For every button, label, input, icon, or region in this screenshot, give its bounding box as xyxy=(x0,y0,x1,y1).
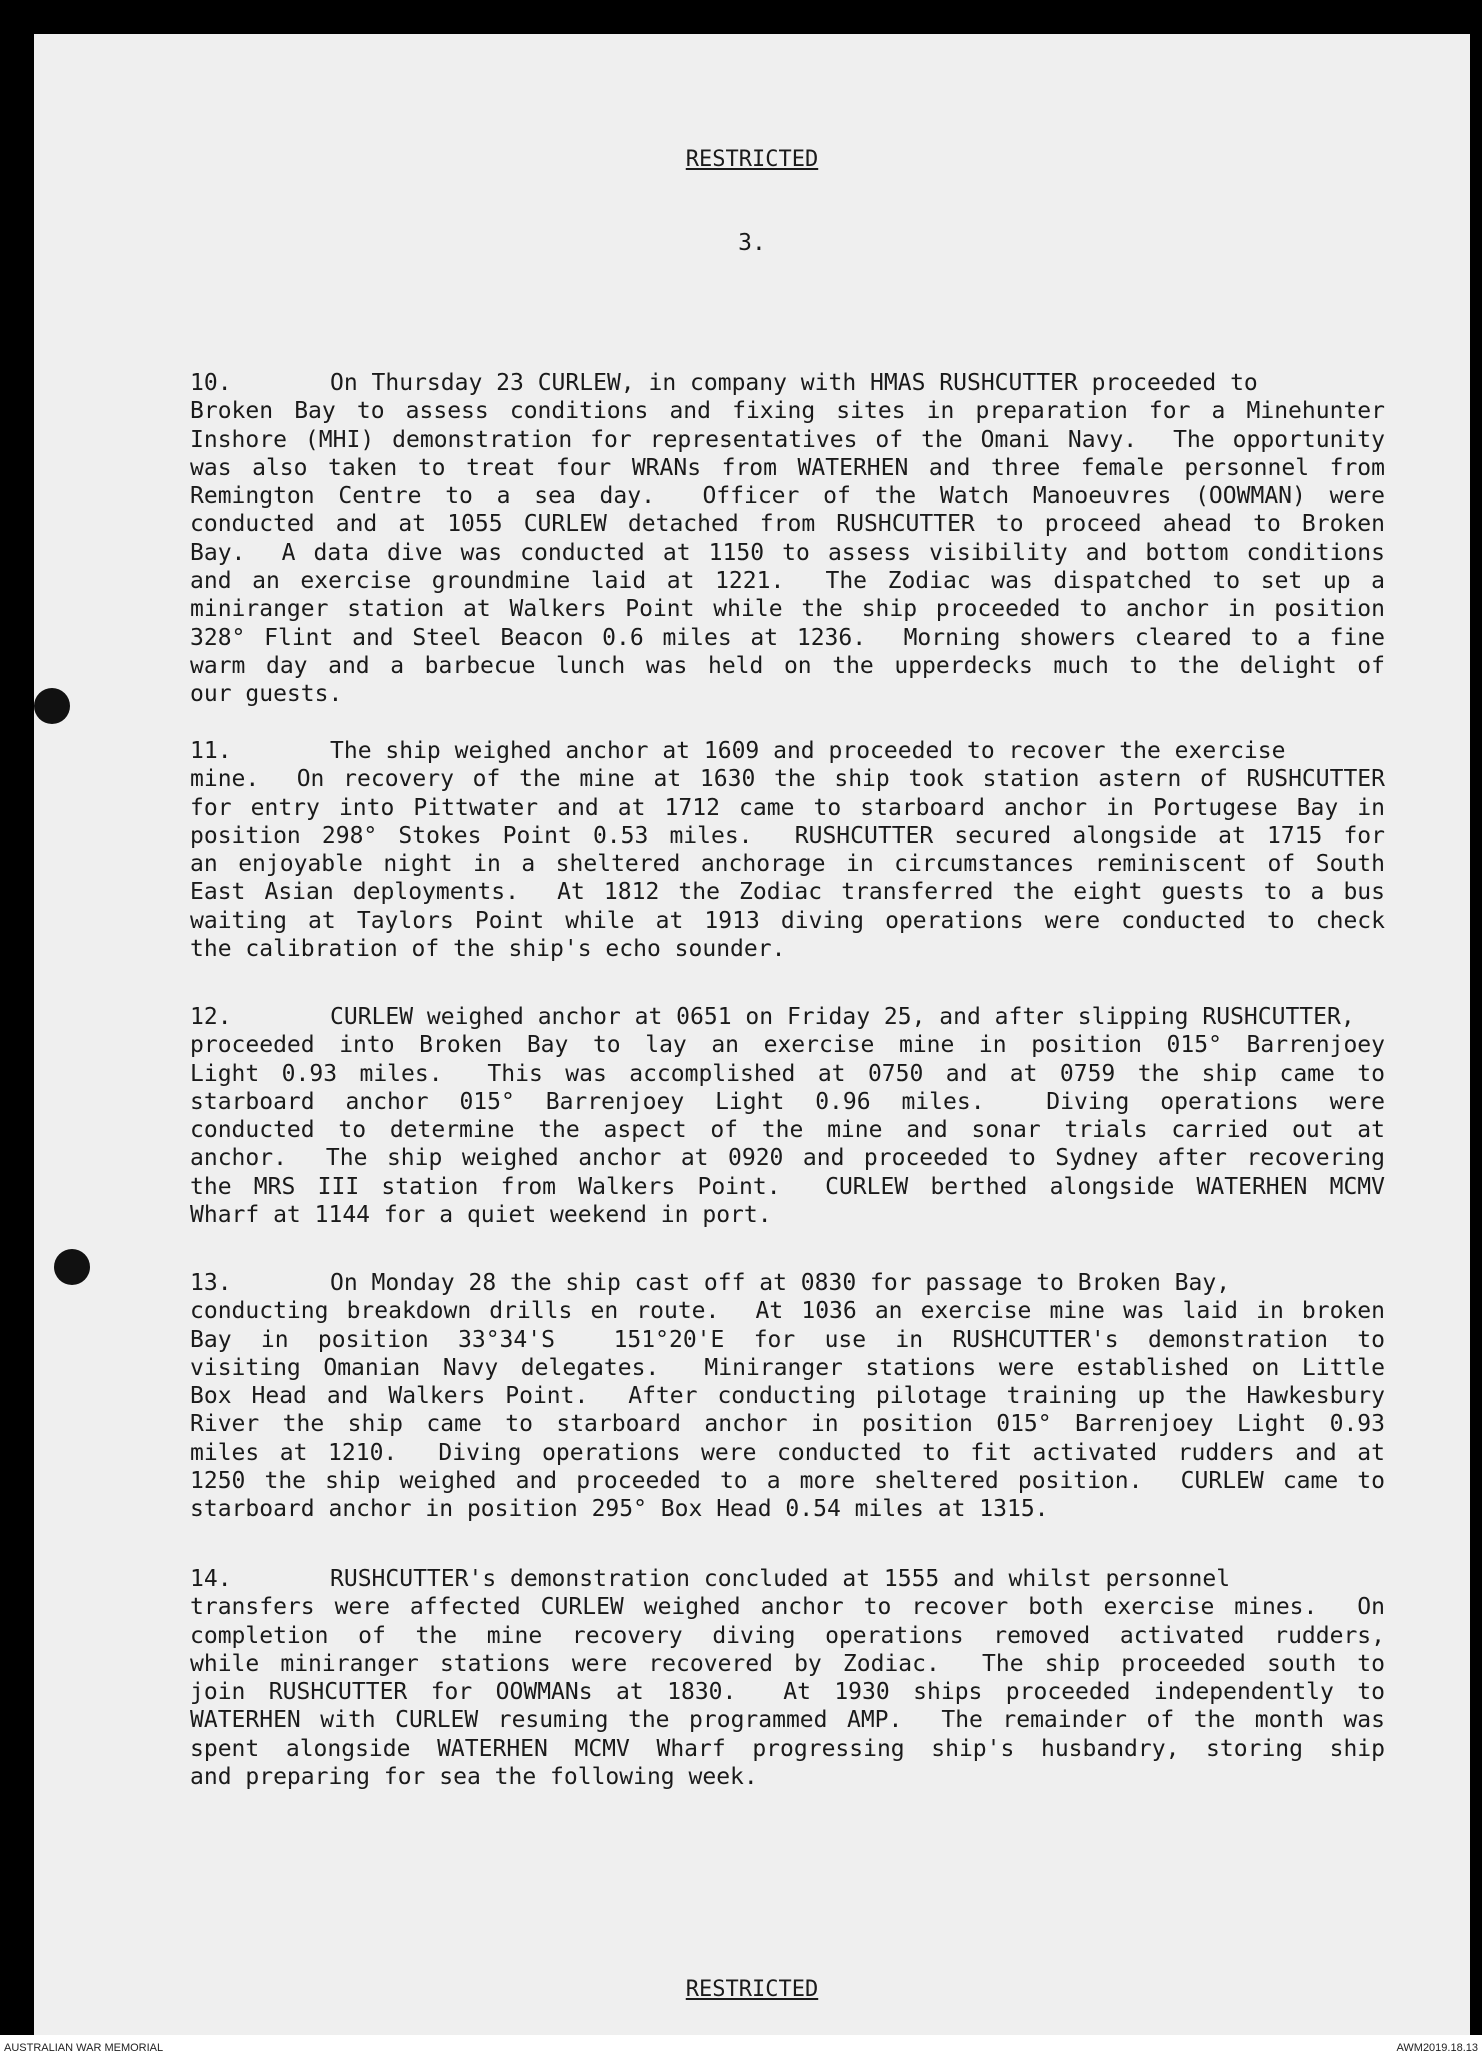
paragraph-line: conducting breakdown drills en route. At 1036 an exercise mine was laid in broken xyxy=(190,1298,1385,1325)
paragraph-line: miles at 1210. Diving operations were conducted to fit activated rudders and at xyxy=(190,1439,1385,1466)
paragraph-line: Bay. A data dive was conducted at 1150 to assess visibility and bottom conditions xyxy=(190,539,1385,566)
paragraph-text: The ship weighed anchor at 1609 and proceeded to recover the exercise xyxy=(330,738,1286,764)
paragraph-line: River the ship came to starboard anchor in position 015° Barrenjoey Light 0.93 xyxy=(190,1411,1385,1438)
paragraph-line: Remington Centre to a sea day. Officer of the Watch Manoeuvres (OOWMAN) were xyxy=(190,483,1385,510)
paragraph-line xyxy=(190,1269,1385,1297)
paragraph-line xyxy=(190,1565,1385,1593)
paragraph-line: 328° Flint and Steel Beacon 0.6 miles at 1236. Morning showers cleared to a fine xyxy=(190,624,1385,651)
paragraph-line: warm day and a barbecue lunch was held on the upperdecks much to the delight of xyxy=(190,652,1385,679)
paragraph-line: waiting at Taylors Point while at 1913 diving operations were conducted to check xyxy=(190,907,1385,934)
paragraph-line: completion of the mine recovery diving operations removed activated rudders, xyxy=(190,1622,1385,1649)
punch-hole xyxy=(34,688,70,724)
paragraph-line: visiting Omanian Navy delegates. Miniranger stations were established on Little xyxy=(190,1354,1385,1381)
paragraph-line xyxy=(190,737,1385,765)
punch-hole xyxy=(54,1249,90,1285)
archive-name: AUSTRALIAN WAR MEMORIAL xyxy=(4,2042,164,2054)
paragraph-line xyxy=(190,369,1385,397)
paragraph-line: transfers were affected CURLEW weighed anchor to recover both exercise mines. On xyxy=(190,1594,1385,1621)
paragraph-line: conducted to determine the aspect of the mine and sonar trials carried out at xyxy=(190,1117,1385,1144)
paragraph-line: Box Head and Walkers Point. After conducting pilotage training up the Hawkesbury xyxy=(190,1383,1385,1410)
paragraph-number: 11. xyxy=(190,738,232,764)
paragraph-line: our guests. xyxy=(190,681,343,708)
paragraph-number: 10. xyxy=(190,370,232,396)
paragraph-text: RUSHCUTTER's demonstration concluded at 1555 and whilst personnel xyxy=(330,1566,1231,1592)
paragraph-line: while miniranger stations were recovered by Zodiac. The ship proceeded south to xyxy=(190,1650,1385,1677)
paragraph-line: miniranger station at Walkers Point while the ship proceeded to anchor in position xyxy=(190,596,1385,623)
paragraph-line: position 298° Stokes Point 0.53 miles. RUSHCUTTER secured alongside at 1715 for xyxy=(190,822,1385,849)
paragraph-14 xyxy=(190,1565,1385,1791)
paragraph-13 xyxy=(190,1269,1385,1524)
paragraph-line: Wharf at 1144 for a quiet weekend in port. xyxy=(190,1202,772,1229)
paragraph-line: the calibration of the ship's echo sounder. xyxy=(190,936,786,963)
paragraph-line: and an exercise groundmine laid at 1221. The Zodiac was dispatched to set up a xyxy=(190,568,1385,595)
paragraph-11 xyxy=(190,737,1385,963)
paragraph-line: proceeded into Broken Bay to lay an exercise mine in position 015° Barrenjoey xyxy=(190,1032,1385,1059)
paragraph-line: and preparing for sea the following week. xyxy=(190,1764,758,1791)
page-number: 3. xyxy=(738,230,766,256)
paragraph-number: 13. xyxy=(190,1270,232,1296)
paragraph-line: for entry into Pittwater and at 1712 came to starboard anchor in Portugese Bay in xyxy=(190,794,1385,821)
classification-footer: RESTRICTED xyxy=(685,1977,819,2002)
paragraph-text: CURLEW weighed anchor at 0651 on Friday 25, and after slipping RUSHCUTTER, xyxy=(330,1004,1355,1030)
paragraph-line: WATERHEN with CURLEW resuming the programmed AMP. The remainder of the month was xyxy=(190,1707,1385,1734)
paragraph-line xyxy=(190,1003,1385,1031)
classification-header: RESTRICTED xyxy=(685,147,819,172)
paragraph-line: conducted and at 1055 CURLEW detached from RUSHCUTTER to proceed ahead to Broken xyxy=(190,511,1385,538)
paragraph-number: 12. xyxy=(190,1004,232,1030)
paragraph-line: Light 0.93 miles. This was accomplished at 0750 and at 0759 the ship came to xyxy=(190,1060,1385,1087)
paragraph-line: an enjoyable night in a sheltered anchorage in circumstances reminiscent of South xyxy=(190,851,1385,878)
paragraph-line: spent alongside WATERHEN MCMV Wharf progressing ship's husbandry, storing ship xyxy=(190,1735,1385,1762)
paragraph-line: mine. On recovery of the mine at 1630 the ship took station astern of RUSHCUTTER xyxy=(190,766,1385,793)
archive-reference: AWM2019.18.13 xyxy=(1396,2042,1478,2054)
paragraph-line: the MRS III station from Walkers Point. CURLEW berthed alongside WATERHEN MCMV xyxy=(190,1173,1385,1200)
paragraph-line: East Asian deployments. At 1812 the Zodiac transferred the eight guests to a bus xyxy=(190,879,1385,906)
paragraph-line: Bay in position 33°34'S 151°20'E for use in RUSHCUTTER's demonstration to xyxy=(190,1326,1385,1353)
paragraph-line: starboard anchor in position 295° Box Head 0.54 miles at 1315. xyxy=(190,1496,1049,1523)
paragraph-line: Broken Bay to assess conditions and fixing sites in preparation for a Minehunter xyxy=(190,398,1385,425)
paragraph-12 xyxy=(190,1003,1385,1229)
paragraph-number: 14. xyxy=(190,1566,232,1592)
paragraph-line: starboard anchor 015° Barrenjoey Light 0.96 miles. Diving operations were xyxy=(190,1088,1385,1115)
paragraph-text: On Monday 28 the ship cast off at 0830 for passage to Broken Bay, xyxy=(330,1270,1231,1296)
document-page xyxy=(34,34,1470,2035)
archive-bar xyxy=(0,2035,1482,2061)
paragraph-line: 1250 the ship weighed and proceeded to a more sheltered position. CURLEW came to xyxy=(190,1468,1385,1495)
paragraph-line: Inshore (MHI) demonstration for representatives of the Omani Navy. The opportunity xyxy=(190,426,1385,453)
paragraph-text: On Thursday 23 CURLEW, in company with HMAS RUSHCUTTER proceeded to xyxy=(330,370,1258,396)
paragraph-line: join RUSHCUTTER for OOWMANs at 1830. At 1930 ships proceeded independently to xyxy=(190,1679,1385,1706)
paragraph-line: anchor. The ship weighed anchor at 0920 and proceeded to Sydney after recovering xyxy=(190,1145,1385,1172)
paragraph-line: was also taken to treat four WRANs from WATERHEN and three female personnel from xyxy=(190,454,1385,481)
paragraph-10 xyxy=(190,369,1385,709)
